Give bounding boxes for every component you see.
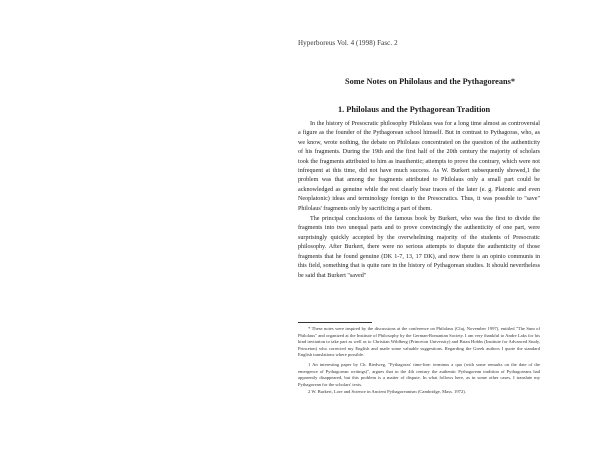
footnotes [298,326,540,397]
footnote-divider [298,322,372,323]
footnote: * These notes were inspired by the discussions at the conference on Philolaus (Cluj, November 1997), entitled "The Sum of Philolaus" and organized at the Institute of Philosophy by the German-Romanian Society. I am very thankful to Andre Laks for his kind invitation to take part as well as to Christian Wildberg (Princeton University) and Brian Hobbs (Institute for Advanced Study, Princeton) who corrected my English and made some valuable suggestions. Regarding the Greek authors I quote the standard English translations where possible. [298,326,540,358]
footnote: 1 An interesting paper by Ch. Riedweg, "Pythagoras' time-line: terminus a quo (with some remarks on the date of the emergence of Pythagorean writings)", argues that in the 4th century the authentic Pythagorean tradition of Pythagoreans had apparently disappeared, but this problem is a matter of dispute. In what follows here, as in some other cases, I translate my Pythagorean for the scholars' texts. [298,361,540,387]
article-title: Some Notes on Philolaus and the Pythagoreans* [345,77,515,86]
body-paragraph: The principal conclusions of the famous book by Burkert, who was the first to divide the fragments into two unequal parts and to prove convincingly the authenticity of one part, were surprisingly quickly accepted by the overwhelming majority of the students of Presocratic philosophy. After Burkert, there were no serious attempts to dispute the authenticity of those fragments that he found genuine (DK 1-7, 13, 17 DK), and now there is an opinio communis in this field, something that is quite rare in the history of Pythagorean studies. It should nevertheless be said that Burkert "saved" [298,216,540,279]
section-heading: 1. Philolaus and the Pythagorean Tradition [338,105,491,114]
footnote: 2 W. Burkert, Lore and Science in Ancient Pythagoreanism (Cambridge, Mass. 1972). [308,389,466,395]
body-paragraph: In the history of Presocratic philosophy Philolaus was for a long time almost as controversial a figure as the founder of the Pythagorean school himself. But in contrast to Pythagoras, who, as we know, wrote nothing, the debate on Philolaus concentrated on the question of the authenticity of his fragments. During the 19th and the first half of the 20th century the majority of scholars took the fragments attributed to him as inauthentic; attempts to prove the contrary, which were not infrequent at this time, did not have much success. As W. Burkert subsequently showed,1 the problem was that among the fragments attributed to Philolaus only a small part could be acknowledged as genuine while the rest clearly bear traces of the later (e. g. Platonic and even Neoplatonic) ideas and terminology foreign to the Presocratics. Thus, it was possible to "save" Philolaus' fragments only by sacrificing a part of them. [298,121,540,212]
running-head: Hyperboreus Vol. 4 (1998) Fasc. 2 [298,39,398,47]
article-body [298,120,540,281]
